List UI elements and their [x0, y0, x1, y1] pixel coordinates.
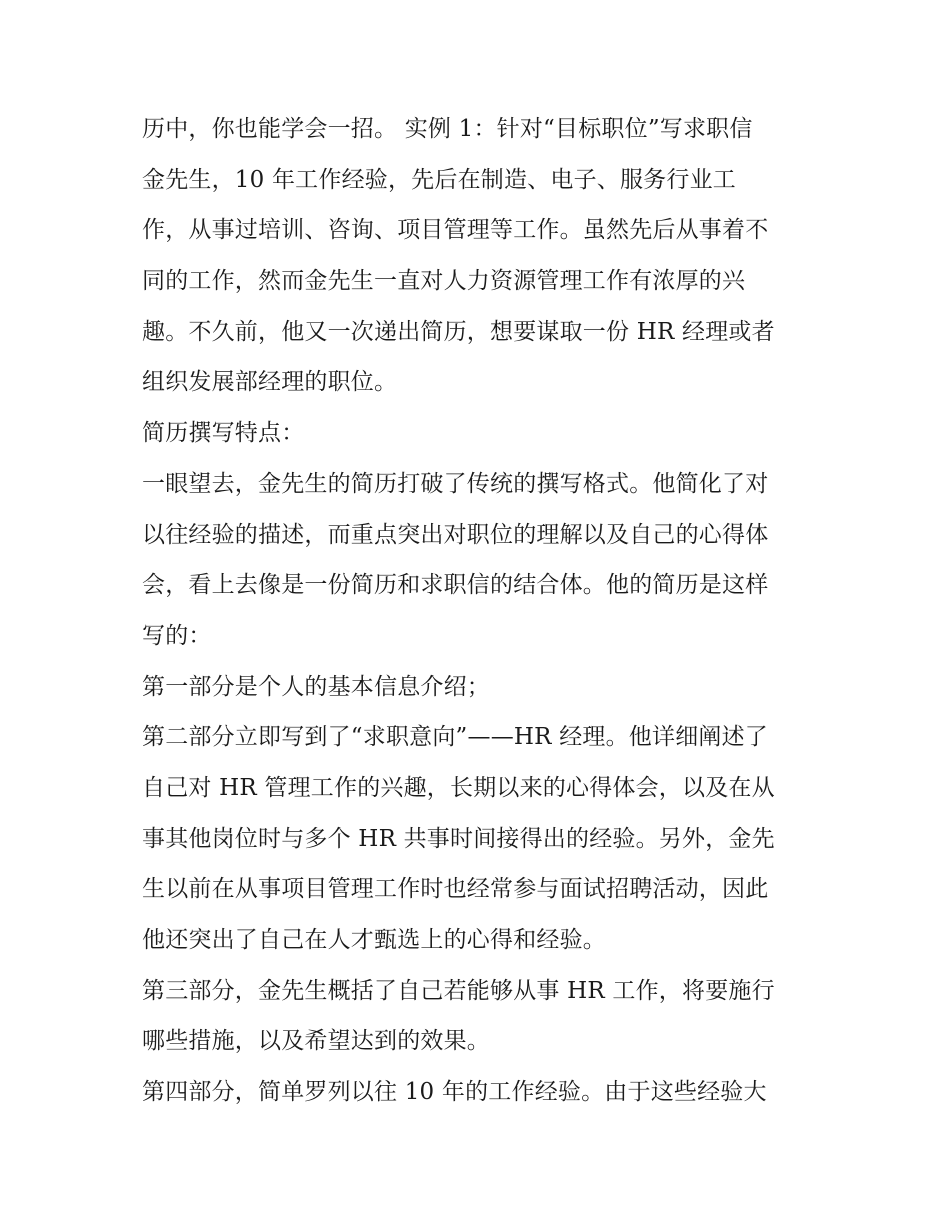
- text-line-10: 会，看上去像是一份简历和求职信的结合体。他的简历是这样: [142, 572, 769, 599]
- text-line-2: 金先生，10 年工作经验，先后在制造、电子、服务行业工: [142, 166, 736, 193]
- text-line-18: 第三部分，金先生概括了自己若能够从事 HR 工作，将要施行: [142, 977, 775, 1004]
- text-line-14: 自己对 HR 管理工作的兴趣，长期以来的心得体会，以及在从: [142, 774, 775, 801]
- text-line-5: 趣。不久前，他又一次递出简历，想要谋取一份 HR 经理或者: [142, 318, 775, 345]
- text-line-17: 他还突出了自己在人才甄选上的心得和经验。: [142, 927, 606, 953]
- text-line-15: 事其他岗位时与多个 HR 共事时间接得出的经验。另外，金先: [142, 825, 775, 852]
- document-body: [142, 104, 814, 1118]
- section-heading: 简历撰写特点：: [142, 420, 305, 447]
- text-line-4: 同的工作，然而金先生一直对人力资源管理工作有浓厚的兴: [142, 268, 746, 295]
- text-line-20: 第四部分，简单罗列以往 10 年的工作经验。由于这些经验大: [142, 1079, 767, 1106]
- text-line-13: 第二部分立即写到了“求职意向”——HR 经理。他详细阐述了: [142, 724, 769, 751]
- text-line-9: 以往经验的描述，而重点突出对职位的理解以及自己的心得体: [142, 521, 769, 548]
- text-line-11: 写的：: [142, 622, 212, 649]
- text-line-1: 历中，你也能学会一招。 实例 1：针对“目标职位”写求职信: [142, 116, 753, 142]
- text-line-3: 作，从事过培训、咨询、项目管理等工作。虽然先后从事着不: [142, 217, 769, 244]
- text-line-16: 生以前在从事项目管理工作时也经常参与面试招聘活动，因此: [142, 876, 769, 903]
- text-line-19: 哪些措施，以及希望达到的效果。: [142, 1028, 490, 1055]
- text-line-6: 组织发展部经理的职位。: [142, 369, 398, 396]
- text-line-12: 第一部分是个人的基本信息介绍；: [142, 673, 490, 700]
- text-line-8: 一眼望去，金先生的简历打破了传统的撰写格式。他简化了对: [142, 470, 769, 497]
